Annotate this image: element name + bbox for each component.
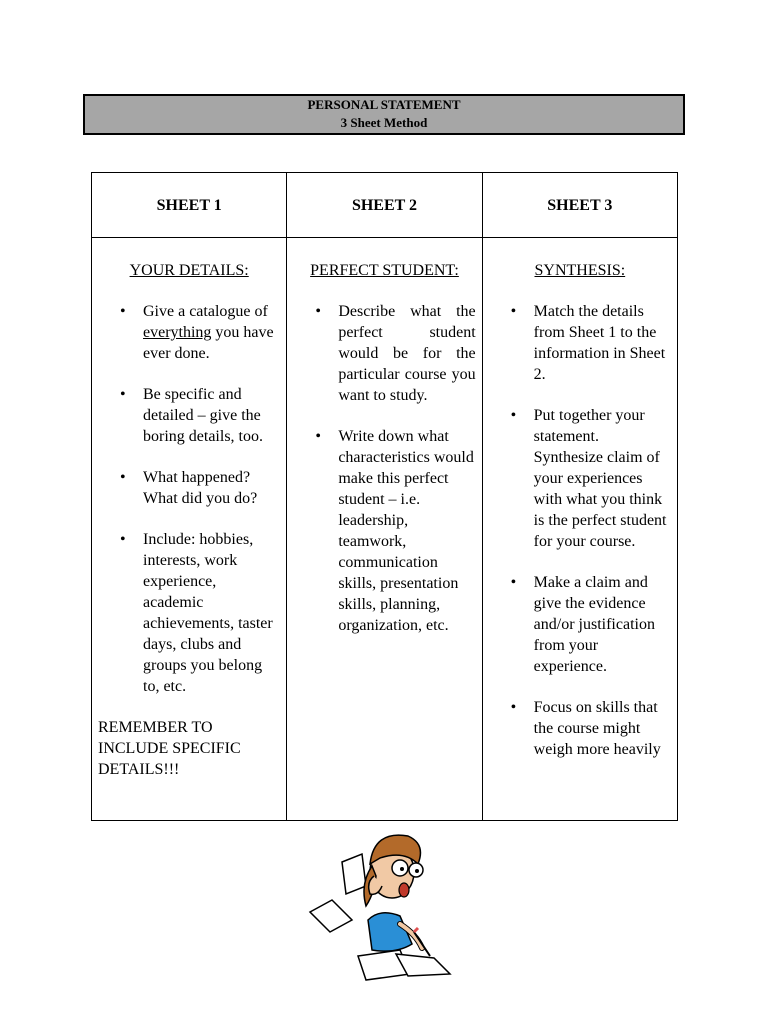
list-item: • Describe what the perfect student would be for the particular course you want to study. — [338, 301, 475, 406]
sheets-table — [91, 172, 678, 821]
underlined-word: everything — [143, 324, 212, 341]
list-item: • Write down what characteristics would make this perfect student – i.e. leadership, teamwork, communication skills, presentation skills, planning, organization, etc. — [338, 426, 475, 636]
title-line-2: 3 Sheet Method — [340, 115, 428, 130]
sheet-2-content — [287, 238, 482, 821]
list-item: • Be specific and detailed – give the boring details, too. — [143, 384, 278, 447]
sheet-1-header: SHEET 1 — [92, 173, 287, 238]
list-item: • Focus on skills that the course might weigh more heavily — [534, 697, 671, 760]
sheet-2-subheading: PERFECT STUDENT: — [310, 262, 459, 279]
sheet-3-list — [483, 301, 677, 760]
item-text: you have ever done. — [143, 324, 274, 362]
list-item — [143, 301, 278, 364]
header-row — [92, 173, 678, 238]
list-item: • Include: hobbies, interests, work experience, academic achievements, taster days, clubs and groups you belong to, etc. — [143, 529, 278, 697]
list-item: • What happened? What did you do? — [143, 467, 278, 509]
sheet-3-header: SHEET 3 — [482, 173, 677, 238]
content-row — [92, 238, 678, 821]
item-text: Give a catalogue of — [143, 303, 268, 320]
sheet-3-subheading: SYNTHESIS: — [534, 262, 626, 279]
sheet-1-list — [92, 301, 286, 697]
list-item: • Match the details from Sheet 1 to the information in Sheet 2. — [534, 301, 671, 385]
sheet-1-content — [92, 238, 287, 821]
list-item: • Put together your statement. Synthesize claim of your experiences with what you think is the perfect student for your course. — [534, 405, 671, 552]
sheet-1-subheading: YOUR DETAILS: — [129, 262, 249, 279]
stressed-student-illustration — [300, 824, 460, 984]
sheet-2-header: SHEET 2 — [287, 173, 482, 238]
sheet-3-content — [482, 238, 677, 821]
document-title-box — [83, 94, 685, 135]
remember-note: REMEMBER TO INCLUDE SPECIFIC DETAILS!!! — [98, 719, 241, 778]
title-line-1: PERSONAL STATEMENT — [307, 97, 461, 112]
sheet-2-list — [287, 301, 481, 636]
list-item: • Make a claim and give the evidence and/or justification from your experience. — [534, 572, 671, 677]
